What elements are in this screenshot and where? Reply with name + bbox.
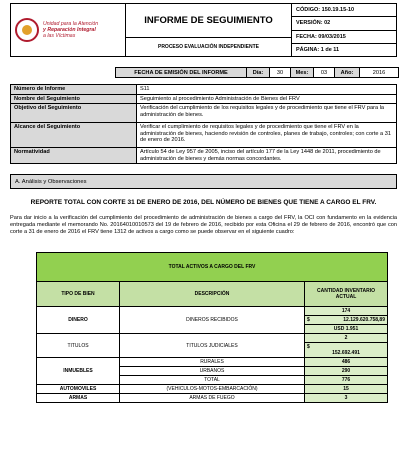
type-dinero: DINERO bbox=[37, 307, 120, 334]
table-row bbox=[37, 307, 388, 316]
qty-armas: 3 bbox=[305, 394, 388, 403]
table-row bbox=[37, 334, 388, 343]
regulations-label: Normatividad bbox=[11, 148, 137, 164]
desc-rurales: RURALES bbox=[120, 358, 305, 367]
report-title: REPORTE TOTAL CON CORTE 31 DE ENERO DE 2016, DEL NÚMERO DE BIENES QUE TIENE A CARGO EL FRV. bbox=[30, 199, 377, 206]
month-label: Mes: bbox=[291, 68, 314, 77]
report-number: S11 bbox=[137, 85, 397, 95]
day-value: 30 bbox=[270, 68, 291, 77]
seal-icon bbox=[15, 18, 39, 42]
desc-urbanos: URBANOS bbox=[120, 367, 305, 376]
table-row bbox=[11, 85, 397, 95]
desc-titulos: TITULOS JUDICIALES bbox=[120, 334, 305, 358]
tracking-name: Seguimiento al procedimiento Administración de Bienes del FRV bbox=[137, 94, 397, 104]
table-row bbox=[37, 385, 388, 394]
usd-dinero: USD 1.951 bbox=[305, 325, 388, 334]
currency-symbol: $ bbox=[307, 344, 310, 350]
desc-armas: ARMAS DE FUEGO bbox=[120, 394, 305, 403]
type-armas: ARMAS bbox=[37, 394, 120, 403]
qty-urbanos: 290 bbox=[305, 367, 388, 376]
table-row bbox=[11, 94, 397, 104]
table-row bbox=[11, 123, 397, 148]
fecha: FECHA: 09/03/2015 bbox=[292, 31, 396, 44]
col-description-header: DESCRIPCIÓN bbox=[120, 282, 305, 307]
emission-date-label: FECHA DE EMISIÓN DEL INFORME bbox=[116, 68, 247, 77]
objective-label: Objetivo del Seguimiento bbox=[11, 104, 137, 123]
qty-dinero: 174 bbox=[305, 307, 388, 316]
type-titulos: TITULOS bbox=[37, 334, 120, 358]
type-inmuebles: INMUEBLES bbox=[37, 358, 120, 385]
qty-total: 776 bbox=[305, 376, 388, 385]
amount-value: 12.129.620.758,89 bbox=[343, 317, 385, 323]
intro-paragraph: Para dar inicio a la verificación del cumplimiento del procedimiento de administración de bienes a cargo del FRV, la OCI con fundamento en la evidencia entregada mediante el memorando No. 20164010010573 del 19 de febrero de 2016, recibido por esta Oficina el 29 de febrero de 2016, encontró que con corte a 31 de enero de 2016 el FRV tiene 1312 de activos a cargo como se puede observar en el siguiente cuadro: bbox=[10, 215, 397, 235]
objective: Verificación del cumplimiento de los requisitos legales y de procedimiento que tiene el FRV para la administración de bienes. bbox=[137, 104, 397, 123]
document-header bbox=[10, 3, 397, 57]
amount-dinero bbox=[305, 316, 388, 325]
logo-text: Unidad para la Atención y Reparación Integral a las Víctimas bbox=[43, 21, 99, 39]
scope-label: Alcance del Seguimiento bbox=[11, 123, 137, 148]
table-row bbox=[11, 148, 397, 164]
qty-titulos: 2 bbox=[305, 334, 388, 343]
header-meta bbox=[292, 4, 396, 56]
version: VERSIÓN: 02 bbox=[292, 17, 396, 30]
report-info-table bbox=[10, 84, 397, 164]
tracking-name-label: Nombre del Seguimiento bbox=[11, 94, 137, 104]
table-row bbox=[11, 104, 397, 123]
desc-automoviles: (VEHICULOS-MOTOS-EMBARCACIÓN) bbox=[120, 385, 305, 394]
regulations: Artículo 54 de Ley 957 de 2005, inciso del artículo 177 de la Ley 1448 de 2011, procedimiento de administración de bienes y demás normas concordantes. bbox=[137, 148, 397, 164]
assets-table bbox=[36, 252, 388, 403]
col-quantity-header: CANTIDAD INVENTARIO ACTUAL bbox=[305, 282, 388, 307]
document-title: INFORME DE SEGUIMIENTO bbox=[126, 4, 291, 38]
report-number-label: Número de Informe bbox=[11, 85, 137, 95]
amount-value: 152.692.491 bbox=[332, 350, 360, 356]
header-title-block bbox=[126, 4, 292, 56]
currency-symbol: $ bbox=[307, 317, 310, 323]
type-automoviles: AUTOMOVILES bbox=[37, 385, 120, 394]
pagina: PÁGINA: 1 de 11 bbox=[296, 46, 340, 53]
qty-rurales: 486 bbox=[305, 358, 388, 367]
section-heading: A. Análisis y Observaciones bbox=[10, 174, 397, 189]
table-row bbox=[37, 394, 388, 403]
scope: Verificar el cumplimiento de requisitos legales y de procedimiento que tiene el FRV en la administración de bienes, haciendo revisión de controles, planes de trabajo, controles; con corte a 31 de enero de 2016. bbox=[137, 123, 397, 148]
col-type-header: TIPO DE BIEN bbox=[37, 282, 120, 307]
qty-automoviles: 15 bbox=[305, 385, 388, 394]
month-value: 03 bbox=[314, 68, 335, 77]
year-label: Año: bbox=[335, 68, 360, 77]
day-label: Día: bbox=[247, 68, 270, 77]
codigo: CÓDIGO: 150.19.15-10 bbox=[292, 4, 396, 17]
assets-table-title: TOTAL ACTIVOS A CARGO DEL FRV bbox=[37, 253, 388, 282]
logo bbox=[11, 4, 126, 56]
amount-titulos bbox=[305, 343, 388, 358]
table-row bbox=[37, 282, 388, 307]
year-value: 2016 bbox=[360, 68, 398, 77]
desc-total: TOTAL bbox=[120, 376, 305, 385]
table-row bbox=[37, 358, 388, 367]
emission-date-row bbox=[115, 67, 399, 78]
process-name: PROCESO EVALUACIÓN INDEPENDIENTE bbox=[157, 44, 260, 50]
table-row bbox=[37, 253, 388, 282]
desc-dinero: DINEROS RECIBIDOS bbox=[120, 307, 305, 334]
